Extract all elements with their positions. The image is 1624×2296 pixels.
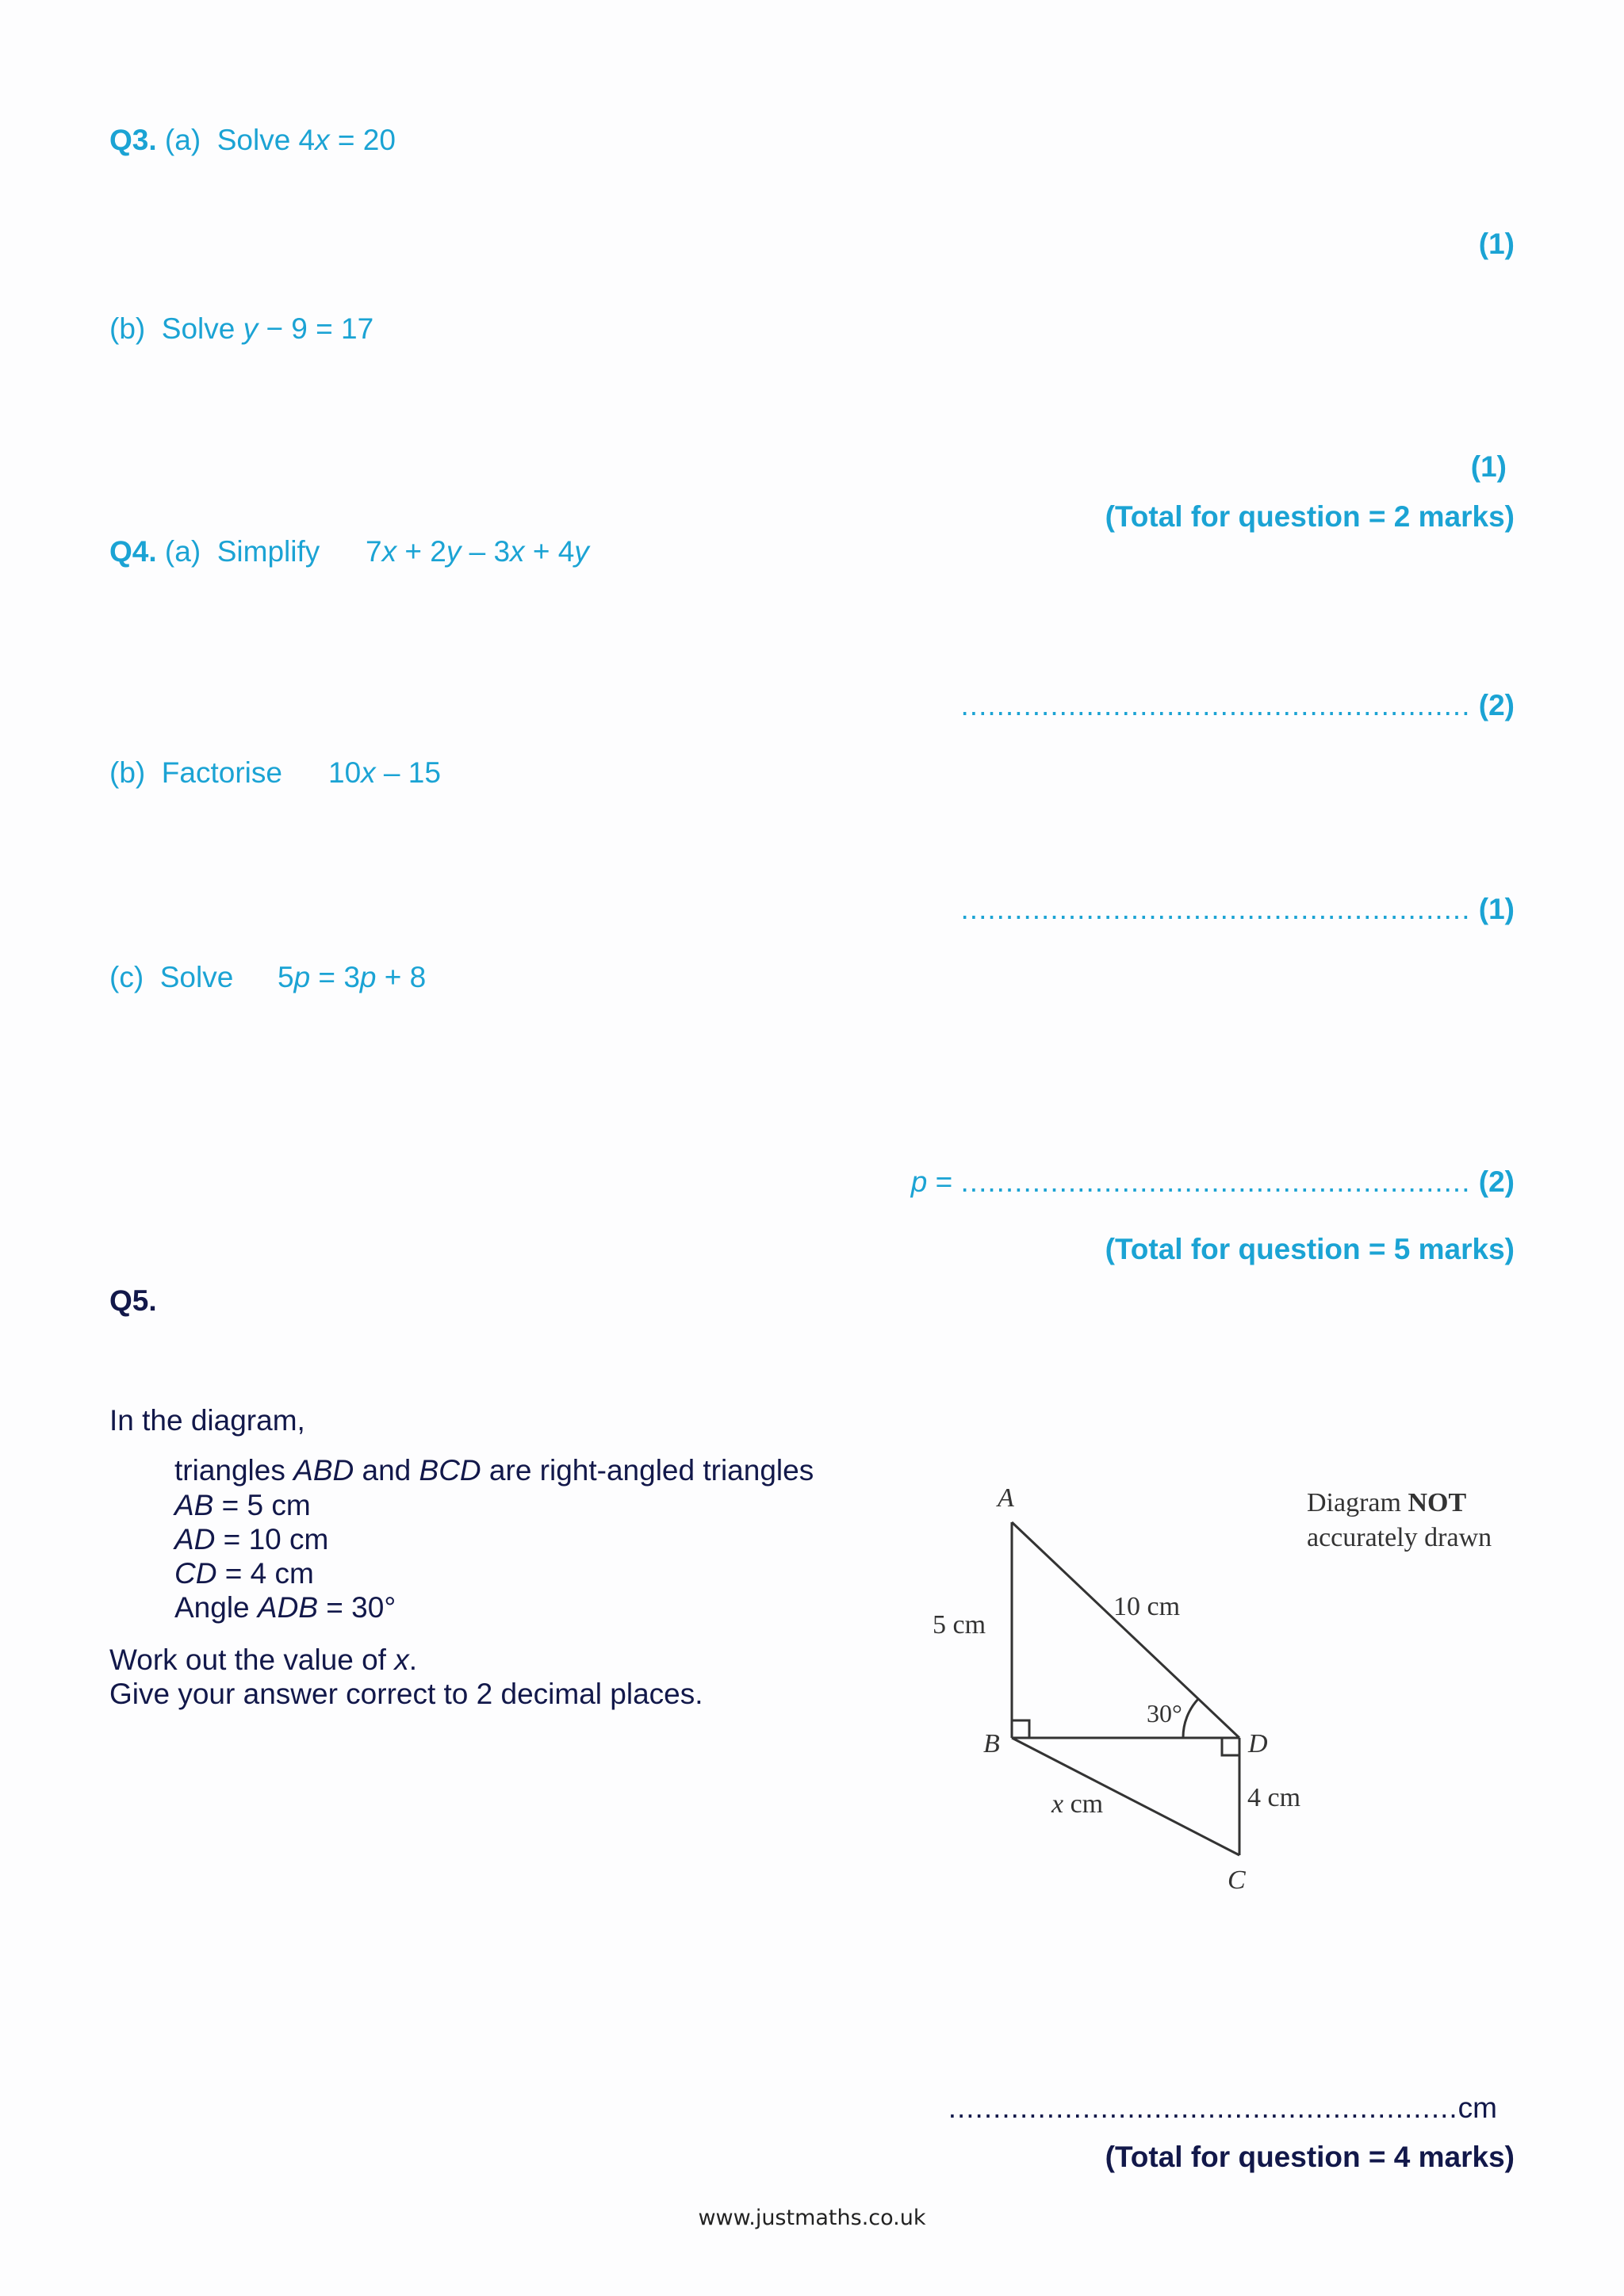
q4-number: Q4. [109,535,157,568]
q4a-expr-var: x [381,535,397,568]
note-bold: NOT [1408,1488,1467,1517]
q4c-answer-line[interactable]: ......................................................... [960,1165,1471,1198]
side-bc [1012,1738,1239,1855]
q5-fact-5 [174,1593,396,1622]
label-angle-d: 30° [1147,1699,1182,1728]
q4a-text: Simplify [216,535,320,568]
q4-part-c [109,962,233,992]
q4a-expr-var: y [574,535,589,568]
diagram-note-line-2: accurately drawn [1307,1523,1492,1552]
q4c-expression [278,962,426,992]
q3-part-a [109,125,396,155]
q3a-rest: = 20 [329,124,396,156]
q4a-marks: (2) [1478,689,1515,721]
q5-answer-unit: cm [1457,2091,1497,2124]
fact-var: ABD [293,1454,354,1487]
q4a-expression [366,537,589,566]
instruction-text: Work out the value of [109,1644,395,1676]
q4b-expr-part: – 15 [375,756,441,789]
label-bc-var: x [1051,1789,1064,1819]
fact-text: = 10 cm [215,1523,329,1556]
q3b-var: y [243,312,259,345]
fact-text: triangles [174,1454,294,1487]
q3a-marks: (1) [1478,228,1515,260]
diagram-note-line-1 [1307,1488,1466,1517]
right-angle-b [1012,1720,1029,1738]
q4a-expr-part: – 3 [461,535,511,568]
q4c-marks: (2) [1478,1165,1515,1198]
q4-part-a [109,537,320,566]
fact-text: Angle [174,1591,258,1624]
angle-arc-d [1183,1699,1198,1738]
q4a-expr-var: y [446,535,462,568]
fact-var: AB [174,1489,214,1521]
triangle-diagram [912,1467,1546,1911]
q4c-text: Solve [159,961,234,993]
q4c-expr-part: 5 [278,961,294,993]
q3a-text: Solve 4 [216,124,316,156]
right-angle-d [1222,1738,1239,1755]
fact-var: AD [174,1523,216,1556]
fact-text: = 30° [318,1591,396,1624]
triangle-lines [1012,1522,1239,1855]
q4a-label: (a) [164,535,201,568]
instruction-var: x [394,1644,409,1676]
label-ab: 5 cm [933,1610,986,1640]
q5-total: (Total for question = 4 marks) [1105,2141,1515,2173]
fact-var: BCD [419,1454,481,1487]
q5-instruction-2: Give your answer correct to 2 decimal places. [109,1678,703,1710]
q3b-marks: (1) [1470,450,1507,483]
label-bc [1051,1789,1103,1819]
q4b-label: (b) [109,756,146,789]
side-ad [1012,1522,1239,1738]
label-cd: 4 cm [1247,1783,1301,1812]
q4a-expr-part: + 4 [524,535,575,568]
q3b-rest: − 9 = 17 [258,312,374,345]
q4c-label: (c) [109,961,144,993]
q5-instruction-1 [109,1645,417,1674]
q4b-expression [328,758,441,787]
q4c-answer-row [911,1167,1515,1196]
q4c-answer-var: p [910,1165,928,1198]
q4b-expr-part: 10 [328,756,362,789]
q5-intro: In the diagram, [109,1404,305,1437]
vertex-label-d: D [1248,1729,1268,1758]
q3b-label: (b) [109,312,146,345]
q5-answer-row [948,2093,1497,2122]
q4c-answer-prefix: = [927,1165,953,1198]
label-ad: 10 cm [1113,1592,1181,1621]
fact-text: = 5 cm [213,1489,311,1521]
q4-total: (Total for question = 5 marks) [1105,1233,1515,1265]
q5-fact-1 [174,1456,814,1485]
q4c-expr-part: = 3 [310,961,360,993]
q4b-marks: (1) [1478,893,1515,925]
fact-var: CD [174,1557,217,1590]
q4-part-b [109,758,282,787]
instruction-text: . [408,1644,418,1676]
q3a-label: (a) [164,124,201,156]
label-bc-unit: cm [1063,1789,1104,1819]
vertex-label-c: C [1228,1866,1246,1895]
q4a-answer-line[interactable]: ......................................................... [960,689,1471,721]
fact-text: = 4 cm [216,1557,314,1590]
q5-number: Q5. [109,1284,157,1317]
fact-text: and [354,1454,419,1487]
q5-fact-4 [174,1559,314,1588]
q4a-expr-var: x [510,535,525,568]
vertex-label-a: A [998,1483,1014,1513]
fact-text: are right-angled triangles [481,1454,814,1487]
q4a-expr-part: 7 [366,535,382,568]
q4a-answer-row [961,691,1515,720]
q4b-answer-row [961,894,1515,924]
q3-part-b [109,314,373,343]
vertex-label-b: B [983,1729,1000,1758]
note-text: Diagram [1307,1488,1408,1517]
fact-var: ADB [257,1591,318,1624]
q5-fact-3 [174,1525,328,1554]
footer-url[interactable]: www.justmaths.co.uk [698,2206,926,2230]
q4c-expr-var: p [359,961,377,993]
q4b-text: Factorise [161,756,282,789]
q3-total: (Total for question = 2 marks) [1105,500,1515,533]
q3b-text: Solve [161,312,243,345]
q4b-expr-var: x [361,756,376,789]
q4c-expr-part: + 8 [376,961,427,993]
q4c-expr-var: p [293,961,311,993]
q3a-var: x [315,124,330,156]
q4a-expr-part: + 2 [396,535,446,568]
q3-number: Q3. [109,124,157,156]
q5-fact-2 [174,1490,311,1520]
q5-answer-line[interactable]: ......................................................... [948,2091,1458,2124]
q4b-answer-line[interactable]: ......................................................... [960,893,1471,925]
